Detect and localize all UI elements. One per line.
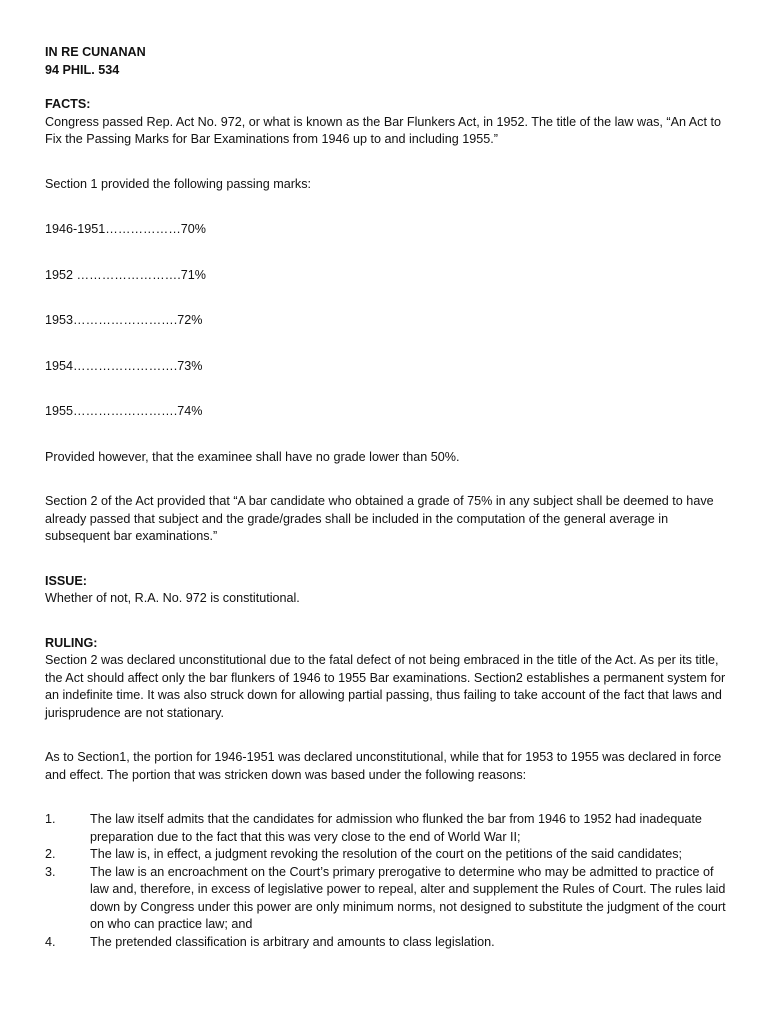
- passing-mark-row: 1952 …………………….71%: [45, 267, 206, 282]
- list-number: 4.: [45, 934, 56, 949]
- list-item: [45, 934, 735, 952]
- list-item: [45, 846, 735, 864]
- issue-paragraph: Whether of not, R.A. No. 972 is constitutional.: [45, 591, 300, 605]
- section2-paragraph: Section 2 of the Act provided that “A bar candidate who obtained a grade of 75% in any subject shall be deemed to have already passed that subject and the grade/grades shall be included in the computation of the general average in subsequent bar examinations.”: [45, 494, 714, 543]
- passing-mark-row: 1953…………………….72%: [45, 313, 203, 327]
- list-item-text: The law is an encroachment on the Court’s primary prerogative to determine who may be admitted to practice of law and, therefore, in excess of legislative power to repeal, alter and supplement the Rules of Court. The rules laid down by Congress under this power are only minimum norms, not designed to substitute the judgment of the court on who can practice law; and: [90, 864, 726, 931]
- issue-heading: ISSUE:: [45, 573, 87, 588]
- facts-heading: FACTS:: [45, 97, 91, 111]
- facts-paragraph: Congress passed Rep. Act No. 972, or what is known as the Bar Flunkers Act, in 1952. The title of the law was, “An Act to Fix the Passing Marks for Bar Examinations from 1946 up to and including 1955.”: [45, 114, 721, 146]
- passing-mark-row: 1946-1951………………70%: [45, 222, 206, 236]
- case-title: IN RE CUNANAN: [45, 45, 146, 59]
- list-item: [45, 864, 735, 934]
- proviso-paragraph: Provided however, that the examinee shall have no grade lower than 50%.: [45, 449, 460, 464]
- list-number: 1.: [45, 812, 56, 826]
- reasons-list: [45, 811, 735, 951]
- list-number: 3.: [45, 864, 56, 879]
- list-item-text: The law is, in effect, a judgment revoking the resolution of the court on the petitions of the said candidates;: [90, 847, 683, 861]
- ruling-heading: RULING:: [45, 635, 98, 650]
- case-citation: 94 PHIL. 534: [45, 62, 120, 77]
- section1-intro: Section 1 provided the following passing marks:: [45, 176, 312, 191]
- passing-mark-row: 1954…………………….73%: [45, 358, 203, 373]
- passing-mark-row: 1955…………………….74%: [45, 404, 203, 418]
- list-item-text: The law itself admits that the candidates for admission who flunked the bar from 1946 to 1952 had inadequate preparation due to the fact that this was very close to the end of World War II;: [90, 812, 702, 844]
- list-item-text: The pretended classification is arbitrary and amounts to class legislation.: [90, 934, 495, 949]
- list-item: [45, 811, 735, 846]
- section1-ruling-paragraph: As to Section1, the portion for 1946-1951 was declared unconstitutional, while that for 1953 to 1955 was declared in force and effect. The portion that was stricken down was based under the following reasons:: [45, 750, 722, 782]
- ruling-paragraph: Section 2 was declared unconstitutional due to the fatal defect of not being embraced in the title of the Act. As per its title, the Act should affect only the bar flunkers of 1946 to 1955 Bar examinations. Section2 establishes a permanent system for an indefinite time. It was also struck down for allowing partial passing, thus failing to take account of the fact that laws and jurisprudence are not stationary.: [45, 653, 726, 720]
- document-page: [45, 44, 735, 951]
- list-number: 2.: [45, 847, 56, 861]
